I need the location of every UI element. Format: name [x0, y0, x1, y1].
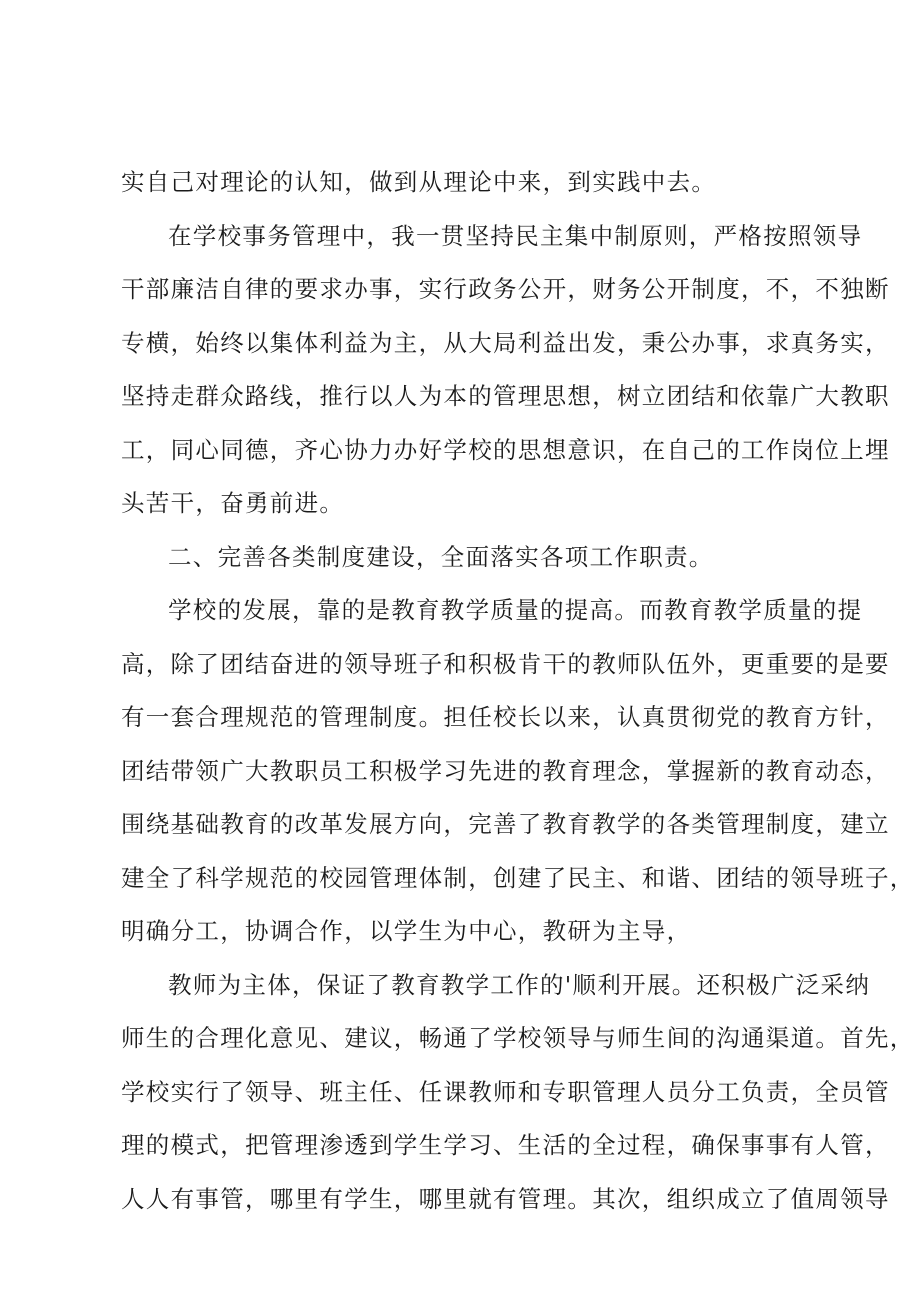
text-line: 师生的合理化意见、建议，畅通了学校领导与师生间的沟通渠道。首先，: [121, 1024, 915, 1052]
text-line: 教师为主体，保证了教育教学工作的'顺利开展。还积极广泛采纳: [168, 970, 871, 999]
text-line: 围绕基础教育的改革发展方向，完善了教育教学的各类管理制度，建立: [121, 810, 890, 838]
section-heading: 二、完善各类制度建设，全面落实各项工作职责。: [168, 542, 714, 571]
text-line: 人人有事管，哪里有学生，哪里就有管理。其次，组织成立了值周领导: [121, 1184, 890, 1213]
body-text: [121, 156, 915, 1226]
text-line: 理的模式，把管理渗透到学生学习、生活的全过程，确保事事有人管，: [121, 1131, 890, 1159]
text-line: 干部廉洁自律的要求办事，实行政务公开，财务公开制度，不，不独断: [121, 275, 890, 303]
text-line: 在学校事务管理中，我一贯坚持民主集中制原则，严格按照领导: [168, 221, 863, 250]
text-line: 坚持走群众路线，推行以人为本的管理思想，树立团结和依靠广大教职: [121, 382, 890, 410]
text-line: 团结带领广大教职员工积极学习先进的教育理念，掌握新的教育动态，: [121, 756, 890, 785]
text-line: 实自己对理论的认知，做到从理论中来，到实践中去。: [121, 168, 717, 196]
text-line: 学校实行了领导、班主任、任课教师和专职管理人员分工负责，全员管: [121, 1077, 890, 1106]
text-line: 头苦干，奋勇前进。: [121, 489, 345, 517]
text-line: 学校的发展，靠的是教育教学质量的提高。而教育教学质量的提: [168, 596, 863, 624]
text-line: 明确分工，协调合作，以学生为中心，教研为主导，: [121, 917, 692, 945]
text-line: 有一套合理规范的管理制度。担任校长以来，认真贯彻党的教育方针，: [121, 703, 890, 731]
text-line: 建全了科学规范的校园管理体制，创建了民主、和谐、团结的领导班子，: [121, 863, 915, 892]
text-line: 专横，始终以集体利益为主，从大局利益出发，秉公办事，求真务实，: [121, 328, 890, 357]
text-line: 高，除了团结奋进的领导班子和积极肯干的教师队伍外，更重要的是要: [121, 649, 890, 678]
text-line: 工，同心同德，齐心协力办好学校的思想意识，在自己的工作岗位上埋: [121, 435, 890, 464]
